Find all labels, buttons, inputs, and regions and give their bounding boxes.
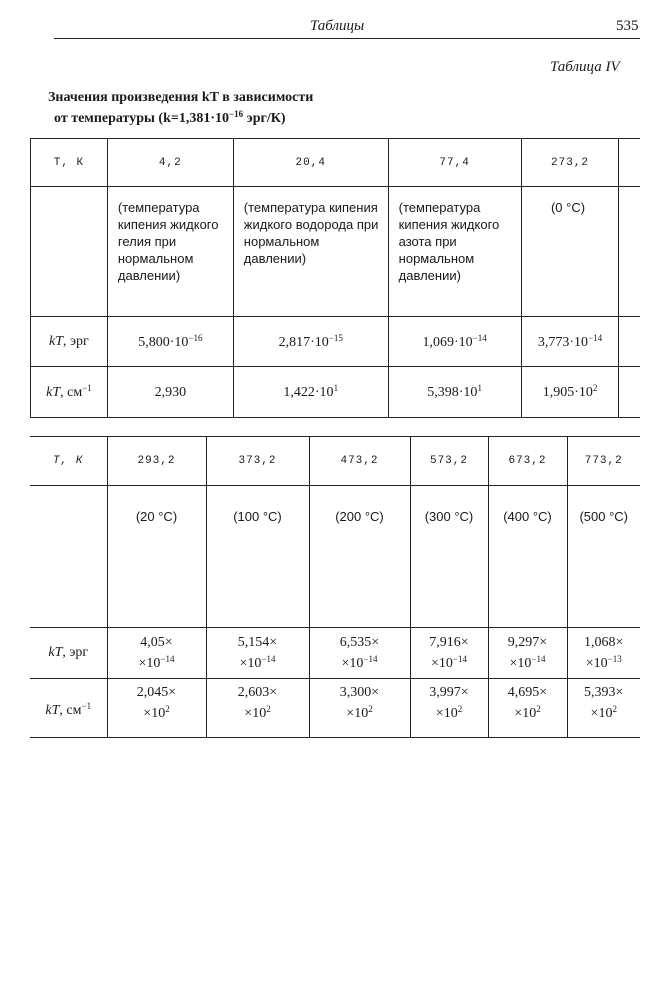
kt-symbol: kT bbox=[45, 702, 60, 718]
note-cell: (400 °C) bbox=[488, 486, 567, 628]
kt-symbol: kT bbox=[49, 333, 64, 349]
empty-cell bbox=[619, 317, 640, 367]
note-cell: (100 °C) bbox=[206, 486, 309, 628]
table-row bbox=[31, 317, 641, 367]
value-cell: 2,603× $\times 10^2$ bbox=[206, 679, 309, 738]
value-cell: $2,817\cdot 10^{-15}$ bbox=[233, 317, 388, 367]
row-label-kt-erg bbox=[31, 317, 108, 367]
row-label-temperature: T, К bbox=[31, 139, 108, 187]
kt-table-high-temperatures bbox=[30, 436, 640, 738]
row-label-kt-cm bbox=[30, 679, 107, 738]
value-cell: 6,535× $\times 10^{-14}$ bbox=[309, 628, 410, 679]
temperature-cell: 20,4 bbox=[233, 139, 388, 187]
caption-line-2-prefix: от температуры (k=1,381·10 bbox=[54, 111, 230, 126]
table-row bbox=[30, 628, 640, 679]
value-cell: 3,300× $\times 10^2$ bbox=[309, 679, 410, 738]
temperature-cell: 4,2 bbox=[107, 139, 233, 187]
value-cell: 5,154× $\times 10^{-14}$ bbox=[206, 628, 309, 679]
value-cell: $3,773\cdot 10^{-14}$ bbox=[521, 317, 619, 367]
note-cell: (200 °C) bbox=[309, 486, 410, 628]
temperature-cell: 273,2 bbox=[521, 139, 619, 187]
table-row bbox=[30, 437, 640, 486]
value-cell: $5,398\cdot 10^1$ bbox=[388, 367, 521, 418]
empty-cell bbox=[619, 139, 640, 187]
page-number: 535 bbox=[616, 18, 639, 34]
table-caption bbox=[48, 90, 313, 127]
value-cell: 4,695× $\times 10^2$ bbox=[488, 679, 567, 738]
empty-cell bbox=[619, 367, 640, 418]
temperature-cell: 293,2 bbox=[107, 437, 206, 486]
caption-line-1: Значения произведения kT в зависимости bbox=[48, 90, 314, 105]
unit-exponent: −1 bbox=[81, 700, 92, 711]
note-cell: (500 °C) bbox=[567, 486, 640, 628]
unit-label: , эрг bbox=[63, 333, 89, 349]
table-row bbox=[31, 187, 641, 317]
value-cell: $1,069\cdot 10^{-14}$ bbox=[388, 317, 521, 367]
value-cell: $5,800\cdot 10^{-16}$ bbox=[107, 317, 233, 367]
kt-symbol: kT bbox=[48, 645, 63, 660]
row-label-kt-cm bbox=[31, 367, 108, 418]
kt-symbol: kT bbox=[46, 385, 61, 400]
table-label: Таблица IV bbox=[550, 59, 620, 75]
temperature-cell: 673,2 bbox=[488, 437, 567, 486]
temperature-cell: 77,4 bbox=[388, 139, 521, 187]
value-cell: $1,905\cdot 10^2$ bbox=[521, 367, 619, 418]
temperature-cell: 773,2 bbox=[567, 437, 640, 486]
unit-label: , эрг bbox=[62, 645, 89, 660]
empty-cell bbox=[619, 187, 640, 317]
value-cell: 2,930 bbox=[107, 367, 233, 418]
temperature-cell: 473,2 bbox=[309, 437, 410, 486]
note-cell: (20 °C) bbox=[107, 486, 206, 628]
unit-label: , см bbox=[59, 702, 82, 718]
table-row bbox=[30, 679, 640, 738]
header-rule bbox=[54, 38, 640, 39]
caption-exponent: −16 bbox=[229, 109, 244, 119]
note-cell: (температура кипения жидкого гелия при нормальном давлении) bbox=[107, 187, 233, 317]
kt-table-low-temperatures bbox=[30, 138, 640, 418]
table-row bbox=[30, 486, 640, 628]
unit-label: , см bbox=[60, 385, 83, 400]
note-cell: (температура кипения жидкого водорода при нормальном давлении) bbox=[233, 187, 388, 317]
value-cell: 3,997× $\times 10^2$ bbox=[410, 679, 488, 738]
temperature-cell: 573,2 bbox=[410, 437, 488, 486]
temperature-cell: 373,2 bbox=[206, 437, 309, 486]
note-cell: (температура кипения жидкого азота при нормальном давлении) bbox=[388, 187, 521, 317]
note-cell: (300 °C) bbox=[410, 486, 488, 628]
running-header-title: Таблицы bbox=[310, 18, 365, 34]
row-label-temperature: T, К bbox=[30, 437, 107, 486]
note-cell: (0 °C) bbox=[521, 187, 619, 317]
row-label-kt-erg bbox=[30, 628, 107, 679]
caption-line-2 bbox=[48, 106, 313, 127]
table-row bbox=[31, 367, 641, 418]
value-cell: 9,297× $\times 10^{-14}$ bbox=[488, 628, 567, 679]
table-row bbox=[31, 139, 641, 187]
value-cell: 1,068× $\times 10^{-13}$ bbox=[567, 628, 640, 679]
caption-line-2-suffix: эрг/К) bbox=[243, 111, 286, 126]
value-cell: 5,393× $\times 10^2$ bbox=[567, 679, 640, 738]
empty-cell bbox=[31, 187, 108, 317]
unit-exponent: −1 bbox=[82, 383, 92, 393]
empty-cell bbox=[30, 486, 107, 628]
value-cell: 4,05× $\times 10^{-14}$ bbox=[107, 628, 206, 679]
value-cell: $1,422\cdot 10^1$ bbox=[233, 367, 388, 418]
value-cell: 2,045× $\times 10^2$ bbox=[107, 679, 206, 738]
value-cell: 7,916× $\times 10^{-14}$ bbox=[410, 628, 488, 679]
